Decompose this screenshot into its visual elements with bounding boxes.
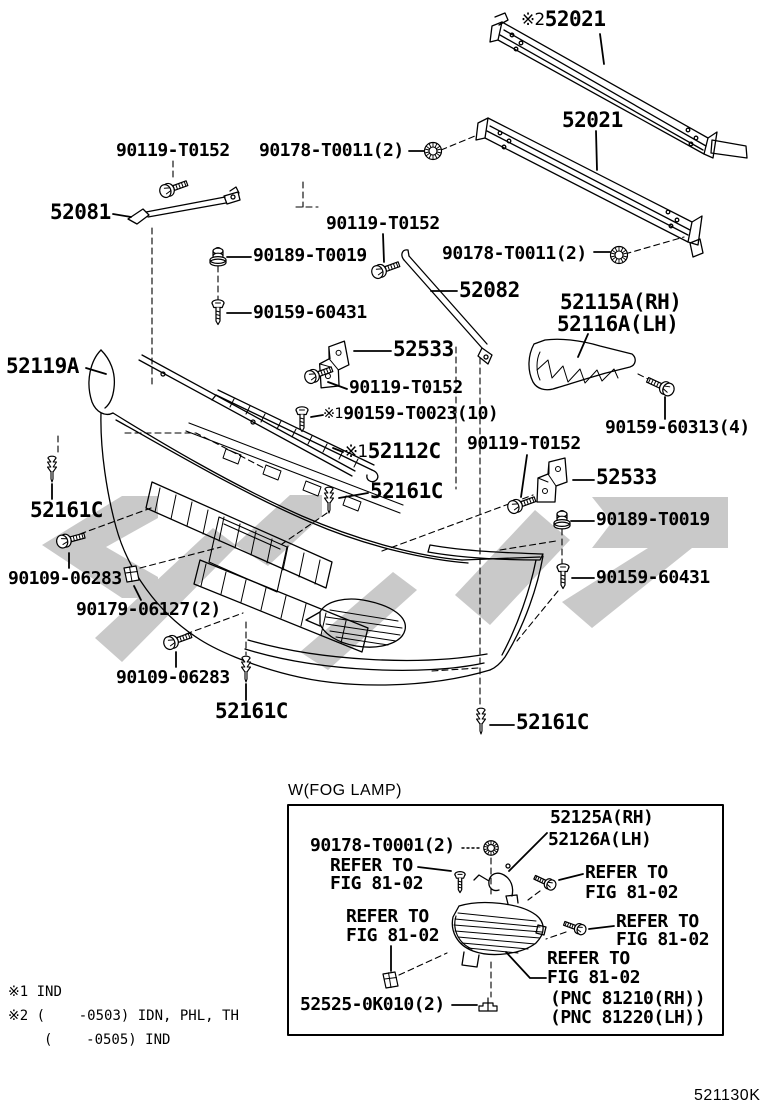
label-text-refer-3a: REFER TO: [346, 906, 429, 927]
label-52126a[interactable]: [548, 831, 651, 849]
label-90109-06283-2[interactable]: [116, 669, 230, 687]
label-text-52161c-bottom-mid: 52161C: [215, 699, 288, 723]
label-52081[interactable]: [50, 202, 111, 223]
label-refer-5b: [547, 969, 640, 987]
label-text-52021-x2: 52021: [544, 7, 606, 31]
label-text-refer-5a: REFER TO: [547, 948, 630, 969]
label-text-52081: 52081: [50, 200, 111, 224]
label-90178-t0001[interactable]: [310, 837, 455, 855]
label-text-52112c: 52112C: [367, 439, 441, 463]
label-text-refer-1b: FIG 81-02: [330, 873, 424, 894]
label-52161c-bottom-mid[interactable]: [215, 701, 288, 722]
label-text-refer-3b: FIG 81-02: [346, 925, 440, 946]
label-refer-5a: [547, 950, 630, 968]
label-text-52119a: 52119A: [6, 354, 79, 378]
label-text-52115a: 52115A(RH): [560, 290, 682, 314]
label-text-52533-1: 52533: [393, 337, 454, 361]
label-text-52161c-mid: 52161C: [370, 479, 443, 503]
label-52533-2[interactable]: [596, 467, 657, 488]
label-text-52125a: 52125A(RH): [550, 807, 654, 828]
label-text-note-1: ※1 IND: [8, 984, 62, 1000]
label-text-90109-06283-2: 90109-06283: [116, 667, 230, 688]
label-refer-4b: [616, 931, 709, 949]
label-52116a[interactable]: [557, 314, 678, 335]
label-text-52126a: 52126A(LH): [548, 829, 652, 850]
label-text-90178-t0011-2: 90178-T0011(2): [442, 243, 587, 264]
label-90179-06127[interactable]: [76, 601, 221, 619]
label-90159-t0023[interactable]: [323, 405, 498, 423]
label-refer-2b: [585, 884, 678, 902]
label-52021[interactable]: [562, 110, 623, 131]
label-pnc-lh: [550, 1009, 705, 1027]
label-52533-1[interactable]: [393, 339, 454, 360]
label-90189-t0019-1[interactable]: [253, 247, 367, 265]
label-text-90119-t0152-4: 90119-T0152: [467, 433, 581, 454]
label-52525-0k010[interactable]: [300, 996, 445, 1014]
label-text-note-2: ※2 ( -0503) IDN, PHL, TH: [8, 1008, 239, 1024]
label-refer-1b: [330, 875, 423, 893]
label-text-90109-06283-1: 90109-06283: [8, 568, 122, 589]
label-text-refer-1a: REFER TO: [330, 855, 413, 876]
label-text-90119-t0152-3: 90119-T0152: [349, 377, 463, 398]
label-90159-60431-1[interactable]: [253, 304, 367, 322]
label-52112c[interactable]: [344, 441, 441, 462]
label-text-pnc-lh: (PNC 81220(LH)): [550, 1007, 706, 1028]
label-text-doc-code: 521130K: [694, 1087, 760, 1104]
label-52161c-mid[interactable]: [370, 481, 443, 502]
label-52161c-bottom-right[interactable]: [516, 712, 589, 733]
label-text-52021: 52021: [562, 108, 623, 132]
label-text-note-3: ( -0505) IND: [44, 1032, 171, 1048]
label-text-90189-t0019-1: 90189-T0019: [253, 245, 367, 266]
label-90159-60313[interactable]: [605, 419, 750, 437]
label-52125a[interactable]: [550, 809, 653, 827]
label-note-2: [8, 1009, 239, 1023]
label-text-52161c-left: 52161C: [30, 498, 103, 522]
label-note-1: [8, 985, 62, 999]
label-text-refer-2a: REFER TO: [585, 862, 668, 883]
label-text-90179-06127: 90179-06127(2): [76, 599, 221, 620]
label-refer-3b: [346, 927, 439, 945]
label-text-90159-60313: 90159-60313(4): [605, 417, 750, 438]
label-52021-x2[interactable]: [521, 9, 605, 30]
label-text-90189-t0019-2: 90189-T0019: [596, 509, 710, 530]
label-prefix-90159-t0023: ※1: [323, 406, 344, 422]
label-fog-title: [288, 783, 402, 799]
label-prefix-52021-x2: ※2: [521, 9, 545, 29]
label-52082[interactable]: [459, 280, 520, 301]
label-text-refer-4a: REFER TO: [616, 911, 699, 932]
label-90119-t0152-4[interactable]: [467, 435, 581, 453]
label-text-52533-2: 52533: [596, 465, 657, 489]
label-text-refer-4b: FIG 81-02: [616, 929, 710, 950]
label-refer-3a: [346, 908, 429, 926]
label-text-90119-t0152-2: 90119-T0152: [326, 213, 440, 234]
label-52161c-left[interactable]: [30, 500, 103, 521]
label-52115a[interactable]: [560, 292, 681, 313]
label-90109-06283-1[interactable]: [8, 570, 122, 588]
label-90119-t0152-1[interactable]: [116, 142, 230, 160]
label-text-52525-0k010: 52525-0K010(2): [300, 994, 445, 1015]
label-text-90119-t0152-1: 90119-T0152: [116, 140, 230, 161]
label-90189-t0019-2[interactable]: [596, 511, 710, 529]
label-90119-t0152-2[interactable]: [326, 215, 440, 233]
label-52119a[interactable]: [6, 356, 79, 377]
label-text-90178-t0001: 90178-T0001(2): [310, 835, 455, 856]
label-text-90159-t0023: 90159-T0023(10): [343, 403, 499, 424]
label-doc-code: [694, 1088, 760, 1104]
label-90159-60431-2[interactable]: [596, 569, 710, 587]
label-prefix-52112c: ※1: [344, 441, 368, 461]
label-90178-t0011-2[interactable]: [442, 245, 587, 263]
label-text-refer-5b: FIG 81-02: [547, 967, 641, 988]
label-pnc-rh: [550, 990, 705, 1008]
label-90119-t0152-3[interactable]: [349, 379, 463, 397]
label-note-3: [44, 1033, 170, 1047]
label-text-pnc-rh: (PNC 81210(RH)): [550, 988, 706, 1009]
label-90178-t0011-1[interactable]: [259, 142, 404, 160]
label-refer-2a: [585, 864, 668, 882]
label-text-52116a: 52116A(LH): [557, 312, 679, 336]
label-text-fog-title: W(FOG LAMP): [288, 782, 402, 799]
label-text-52082: 52082: [459, 278, 520, 302]
label-text-90159-60431-1: 90159-60431: [253, 302, 367, 323]
label-text-90159-60431-2: 90159-60431: [596, 567, 710, 588]
label-text-90178-t0011-1: 90178-T0011(2): [259, 140, 404, 161]
label-text-52161c-bottom-right: 52161C: [516, 710, 589, 734]
label-text-refer-2b: FIG 81-02: [585, 882, 679, 903]
